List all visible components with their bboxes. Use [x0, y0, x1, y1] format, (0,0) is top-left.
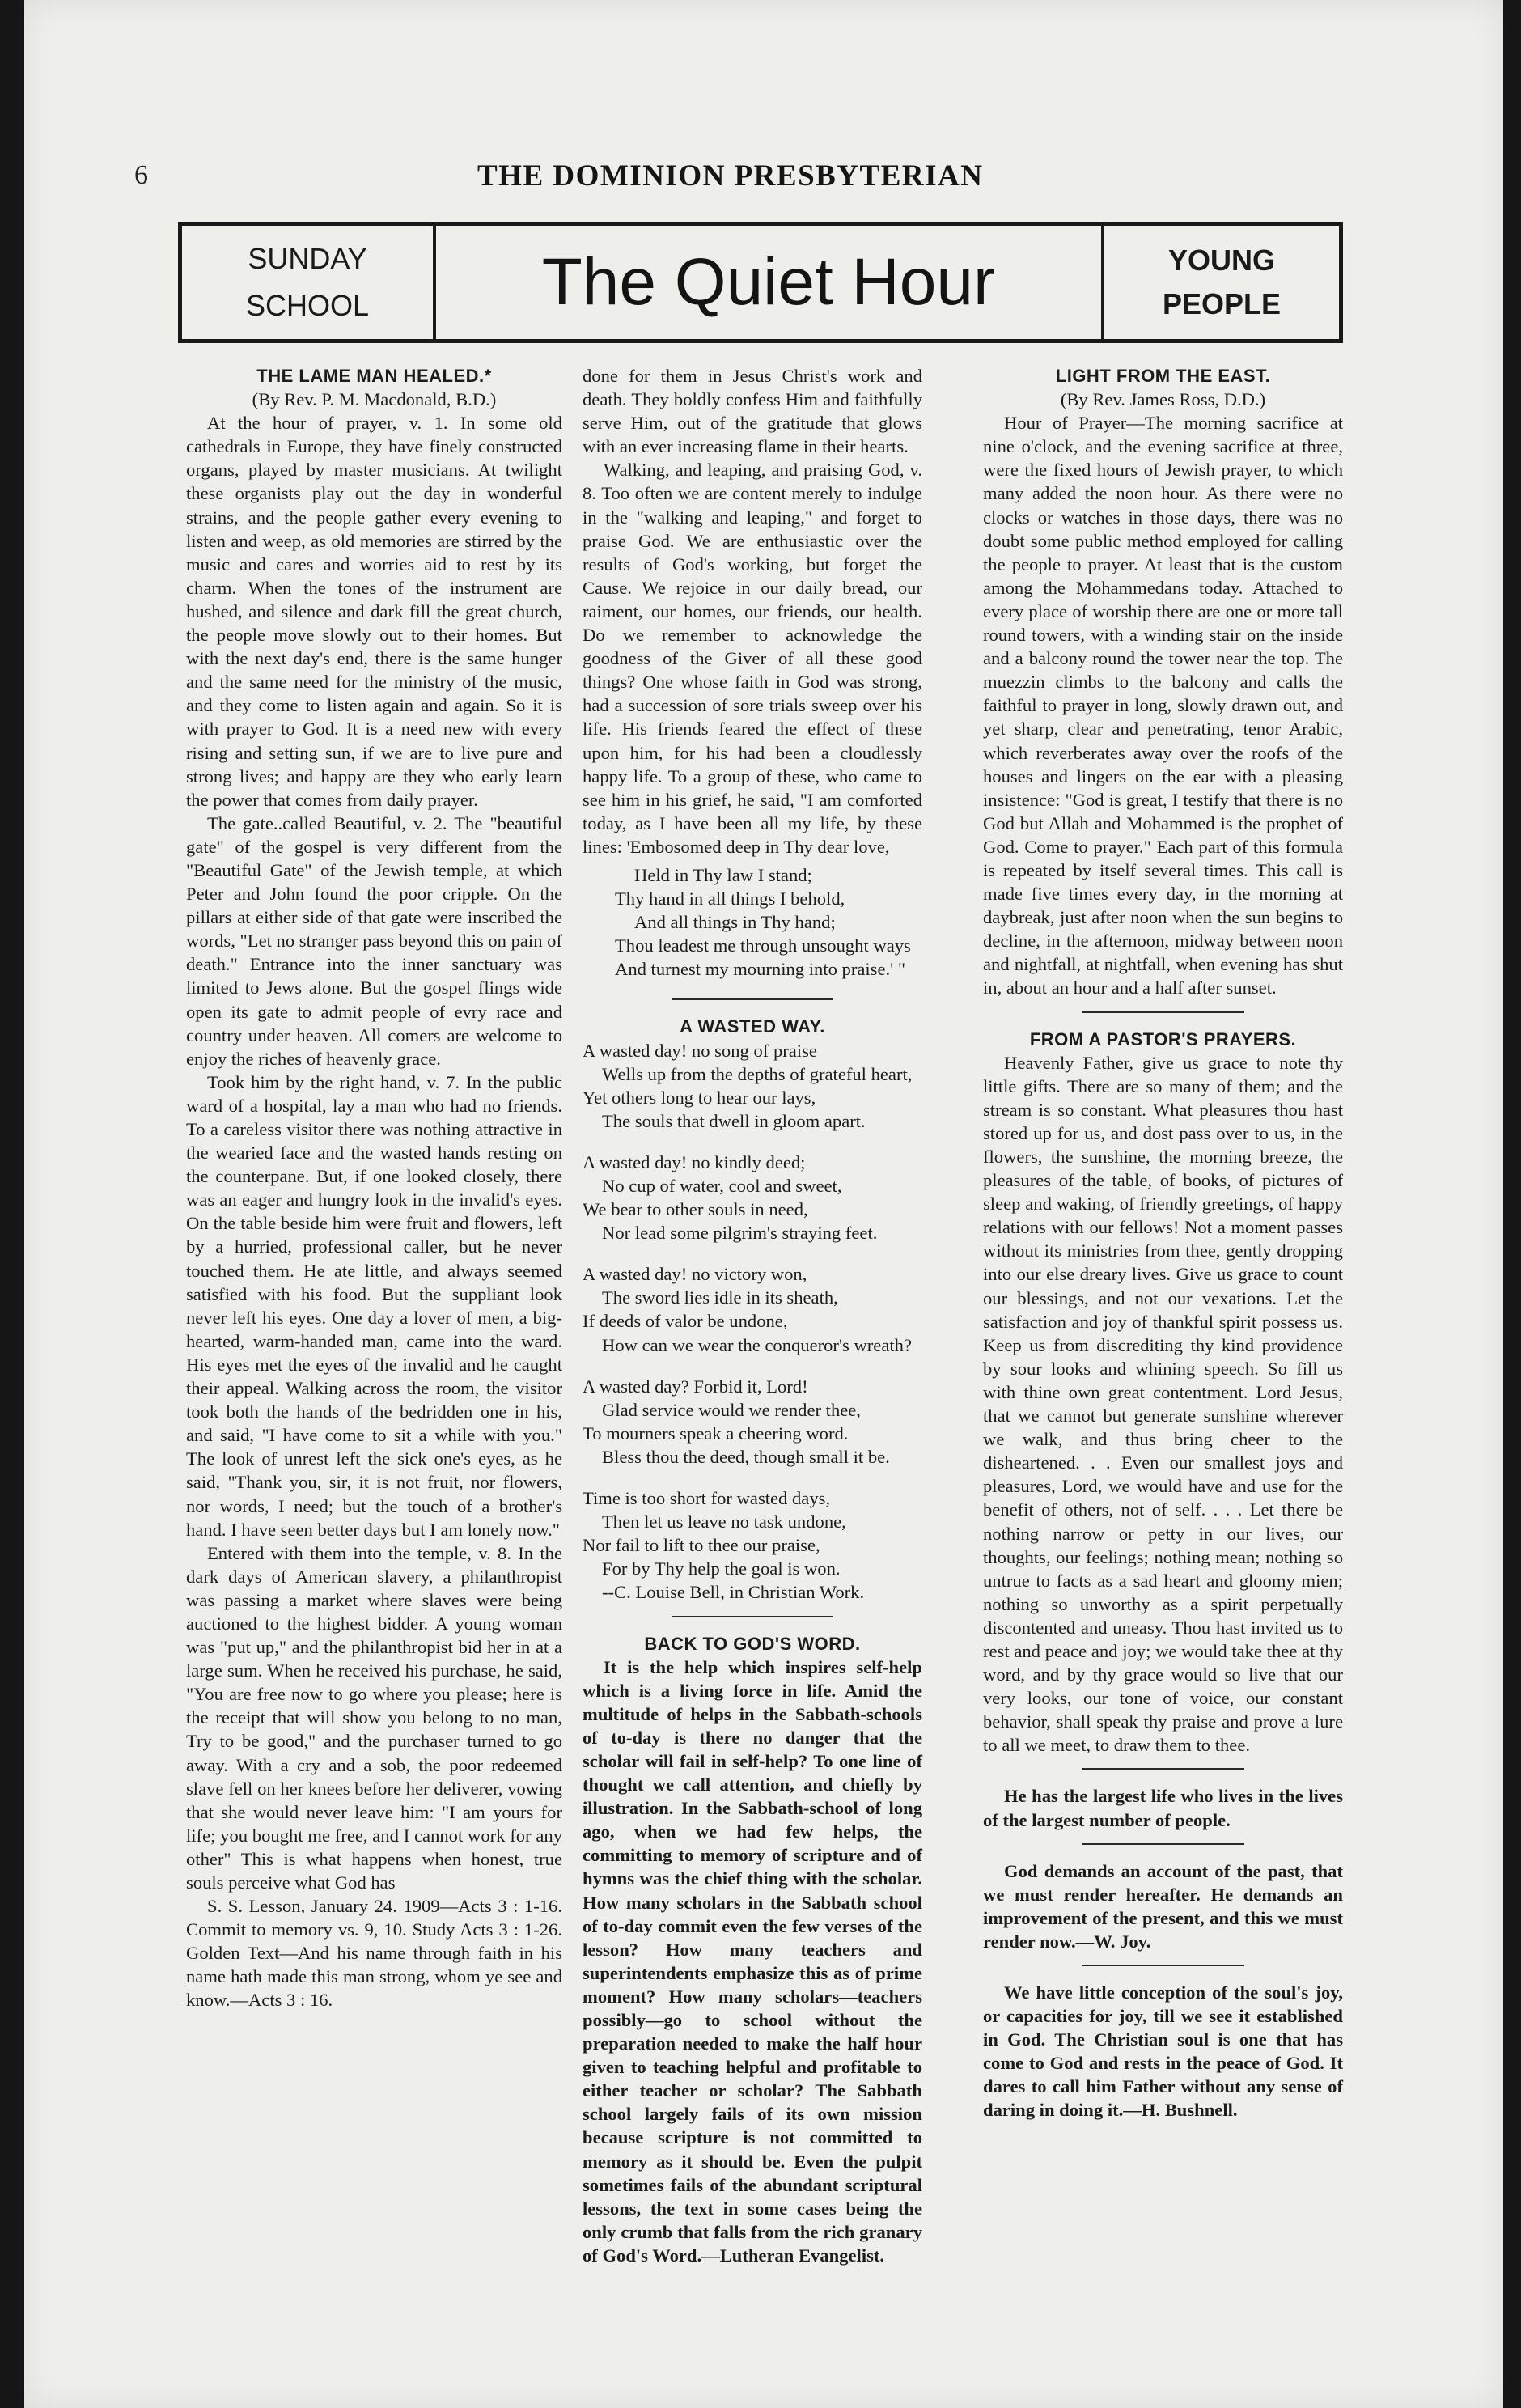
divider — [1082, 1965, 1244, 1966]
poem-heading: A WASTED WAY. — [680, 1016, 825, 1037]
verse-line: Held in Thy law I stand; — [634, 864, 812, 885]
masthead-left-line2: SCHOOL — [245, 289, 370, 322]
article-heading: LIGHT FROM THE EAST. — [1055, 366, 1271, 386]
running-head: THE DOMINION PRESBYTERIAN — [477, 159, 984, 193]
hymn-quote — [583, 863, 922, 981]
masthead-left-line1: SUNDAY — [248, 242, 367, 275]
paragraph: At the hour of prayer, v. 1. In some old cathedrals in Europe, they have finely constructed organs, played by master musicians. At twilight these organists play out the day in wonderful strains, and the people gather every evening to listen and weep, as old memories are stirred by the music and cares and worries aid to rest by its charm. When the tones of the instrument are hushed, and silence and dark fill the great church, the people move slowly out to their homes. But with the next day's end, there is the same hunger and the same need for the ministry of the music, and they come to listen again and again. So it is with prayer to God. It is a need new with every rising and setting sun, if we are to live pure and strong lives; and happy are they who early learn the power that comes from daily prayer. — [186, 413, 562, 810]
paragraph: It is the help which inspires self-help which is a living force in life. Amid the multitude of helps in the Sabbath-schools of to-day is there no danger that the scholar will fail in self-help? To one line of thought we call attention, and chiefly by illustration. In the Sabbath-school of long ago, when we had few helps, the committing to memory of scripture and of hymns was the chief thing with the scholar. How many scholars in the Sabbath school of to-day commit even the few verses of the lesson? How many teachers and superintendents emphasize this as of prime moment? How many scholars—teachers possibly—go to school without the preparation needed to make the half hour given to teaching helpful and profitable to either teacher or scholar? The Sabbath school largely fails of its own mission because scripture is not committed to memory as it should be. Even the pulpit sometimes fails of the abundant scriptural lessons, the text in some cases being the only crumb that falls from the rich granary of God's Word.—Lutheran Evangelist. — [583, 1656, 922, 2266]
verse-line: Yet others long to hear our lays, — [583, 1087, 816, 1108]
divider — [1082, 1843, 1244, 1845]
verse-line: A wasted day! no victory won, — [583, 1264, 807, 1285]
verse-line: Glad service would we render thee, — [602, 1399, 861, 1420]
paragraph: Hour of Prayer—The morning sacrifice at nine o'clock, and the evening sacrifice at three, were the fixed hours of Jewish prayer, to which many added the noon hour. As there were no clocks or watches in those days, there was no doubt some public method employed for calling the people to prayer. At least that is the custom among the Mohammedans today. Attached to every place of worship there are one or more tall round towers, with a winding stair on the inside and a balcony round the tower near the top. The muezzin climbs to the balcony and calls the faithful to prayer in long, slowly drawn out, and yet sharp, clear and penetrating, tenor Arabic, which reverberates away over the roofs of the houses and lingers on the ear with a pleasing insistence: "God is great, I testify that there is no God but Allah and Mohammed is the prophet of God. Come to prayer." Each part of this formula is repeated by itself several times. This call is made five times every day, in the morning at daybreak, just after noon when the sun begins to decline, in the afternoon, midway between noon and nightfall, at nightfall, when evening has shut in, about an hour and a half after sunset. — [983, 413, 1343, 998]
masthead-left-box — [182, 226, 436, 339]
article-heading: THE LAME MAN HEALED.* — [256, 366, 492, 386]
masthead — [178, 222, 1343, 343]
article-byline: (By Rev. P. M. Macdonald, B.D.) — [252, 389, 497, 410]
verse-line: Nor lead some pilgrim's straying feet. — [602, 1223, 878, 1244]
verse-line: To mourners speak a cheering word. — [583, 1422, 849, 1444]
stanza — [583, 1151, 922, 1244]
stanza — [583, 1486, 922, 1604]
divider — [1082, 1768, 1244, 1770]
masthead-right-line2: PEOPLE — [1162, 287, 1282, 320]
verse-line: For by Thy help the goal is won. — [602, 1558, 841, 1579]
poem-attribution: --C. Louise Bell, in Christian Work. — [602, 1582, 865, 1603]
column-1 — [186, 364, 562, 2012]
column-2 — [583, 364, 922, 2267]
divider — [672, 1616, 833, 1617]
verse-line: Time is too short for wasted days, — [583, 1488, 831, 1509]
verse-line: The souls that dwell in gloom apart. — [602, 1110, 866, 1131]
article-heading: FROM A PASTOR'S PRAYERS. — [1029, 1028, 1297, 1049]
stanza — [583, 1039, 922, 1133]
verse-line: Bless thou the deed, though small it be. — [602, 1446, 890, 1467]
verse-line: And turnest my mourning into praise.' " — [615, 959, 906, 980]
paragraph: Heavenly Father, give us grace to note thy little gifts. There are so many of them; and the stream is so constant. What pleasures thou hast stored up for us, and dost pass over to us, in the flowers, the sunshine, the morning breeze, the pleasures of the table, of books, of pictures of sleep and waking, of friendly greetings, of happy relations with our fellows! Not a moment passes without its ministries from thee, gently dropping into our else dreary lives. Give us grace to count our blessings, and not our vexations. Let the satisfaction and joy of thankful spirit possess us. Keep us from discrediting thy kind providence by sour looks and whining speech. So fill us with thine own great contentment. Lord Jesus, that we cannot but generate sunshine wherever we walk, and thus bring cheer to the disheartened. . . Even our smallest joys and pleasures, Lord, we would have and use for the benefit of others, not of self. . . . Let there be nothing narrow or petty in our lives, our thoughts, our feelings; nothing mean; nothing so untrue to facts as a sad heart and gloomy mien; nothing so unworthy as a spirit perpetually discontented and uneasy. Thou hast invited us to rest and peace and joy; we would take thee at thy word, and by thy grace would so live that our very looks, our tone of voice, our constant behavior, shall speak thy praise and prove a lure to all we meet, to draw them to thee. — [983, 1052, 1343, 1756]
verse-line: A wasted day! no song of praise — [583, 1040, 817, 1061]
paragraph: Entered with them into the temple, v. 8. In the dark days of American slavery, a philanthropist was passing a market where slaves were being auctioned to the highest bidder. A young woman was "put up," and the philanthropist bid her in at a large sum. When he received his purchase, he said, "You are free now to go where you please; here is the receipt that will show you belong to no man, Try to be good," and the purchaser turned to go away. With a cry and a sob, the poor redeemed slave fell on her knees before her deliverer, vowing that she would never leave him: "I am yours for life; you bought me free, and I cannot work for any other" This is what happens when honest, true souls perceive what God has — [186, 1542, 562, 1893]
newspaper-page — [24, 0, 1503, 2408]
verse-line: Thy hand in all things I behold, — [615, 888, 845, 909]
paragraph: Took him by the right hand, v. 7. In the public ward of a hospital, lay a man who had no friends. To a careless visitor there was nothing attractive in the wearied face and the wasted hands resting on the counterpane. But, if one looked closely, there was an eager and hungry look in the invalid's eyes. On the table beside him were fruit and flowers, left by a hurried, professional caller, but he never touched them. He ate little, and always seemed satisfied with his food. But the suppliant look never left his eyes. One day a lover of men, a big-hearted, warm-handed man, came into the ward. His eyes met the eyes of the invalid and he caught their appeal. Walking across the room, the visitor took both the hands of the bedridden one in his, and said, "I have come to sit a while with you." The look of unrest left the sick one's eyes, as he said, "Thank you, sir, it is not fruit, nor flowers, nor words, I need; but the touch of a brother's hand. I have seen better days but I am lonely now." — [186, 1071, 562, 1540]
paragraph: done for them in Jesus Christ's work and death. They boldly confess Him and faithfully serve Him, out of the gratitude that glows with an ever increasing flame in their hearts. — [583, 366, 922, 457]
verse-line: A wasted day? Forbid it, Lord! — [583, 1376, 808, 1397]
verse-line: And all things in Thy hand; — [634, 912, 836, 933]
masthead-title: The Quiet Hour — [541, 245, 996, 319]
lesson-note: S. S. Lesson, January 24. 1909—Acts 3 : 1-16. Commit to memory vs. 9, 10. Study Acts 3 : 1-26. Golden Text—And his name through faith in his name hath made this man strong, whom ye see and know.—Acts 3 : 16. — [186, 1896, 562, 2011]
paragraph: The gate..called Beautiful, v. 2. The "beautiful gate" of the gospel is very different from the "Beautiful Gate" of the Jewish temple, at which Peter and John found the poor cripple. On the pillars at either side of that gate were inscribed the words, "Let no stranger pass beyond this on pain of death." Entrance into the inner sanctuary was limited to Jews alone. But the gospel flings wide open its gate to admit people of evry race and country under heaven. All comers are welcome to enjoy the riches of heavenly grace. — [186, 812, 562, 1069]
masthead-right-box — [1101, 226, 1339, 339]
article-byline: (By Rev. James Ross, D.D.) — [1060, 389, 1266, 410]
divider — [1082, 1011, 1244, 1013]
divider — [672, 998, 833, 1000]
masthead-right-line1: YOUNG — [1167, 244, 1275, 277]
paragraph: God demands an account of the past, that we must render hereafter. He demands an improvement of the present, and this we must render now.—W. Joy. — [983, 1860, 1343, 1952]
verse-line: Thou leadest me through unsought ways — [615, 935, 911, 956]
column-3 — [983, 364, 1343, 2122]
paragraph: Walking, and leaping, and praising God, v. 8. Too often we are content merely to indulge in the "walking and leaping," and forget to praise God. We are enthusiastic over the results of God's working, but forget the Cause. We rejoice in our daily bread, our raiment, our homes, our friends, our health. Do we remember to acknowledge the goodness of the Giver of all these good things? One whose faith in God was strong, had a succession of sore trials sweep over his life. His friends feared the effect of these upon him, for his had been a cloudlessly happy life. To a group of these, who came to see him in his grief, he said, "I am comforted today, as I have been all my life, by these lines: 'Embosomed deep in Thy dear love, — [583, 460, 922, 857]
page-number: 6 — [134, 160, 148, 190]
article-heading: BACK TO GOD'S WORD. — [644, 1633, 861, 1654]
stanza — [583, 1375, 922, 1469]
verse-line: The sword lies idle in its sheath, — [602, 1287, 838, 1308]
verse-line: Then let us leave no task undone, — [602, 1511, 846, 1533]
verse-line: If deeds of valor be undone, — [583, 1311, 788, 1332]
verse-line: No cup of water, cool and sweet, — [602, 1176, 842, 1196]
paragraph: We have little conception of the soul's joy, or capacities for joy, till we see it established in God. The Christian soul is one that has come to God and rests in the peace of God. It dares to call him Father without any sense of daring in doing it.—H. Bushnell. — [983, 1982, 1343, 2121]
verse-line: How can we wear the conqueror's wreath? — [602, 1334, 912, 1355]
stanza — [583, 1262, 922, 1356]
verse-line: Nor fail to lift to thee our praise, — [583, 1535, 820, 1556]
paragraph: He has the largest life who lives in the lives of the largest number of people. — [983, 1786, 1343, 1830]
verse-line: Wells up from the depths of grateful heart, — [602, 1063, 913, 1084]
verse-line: A wasted day! no kindly deed; — [583, 1151, 806, 1172]
verse-line: We bear to other souls in need, — [583, 1199, 808, 1220]
